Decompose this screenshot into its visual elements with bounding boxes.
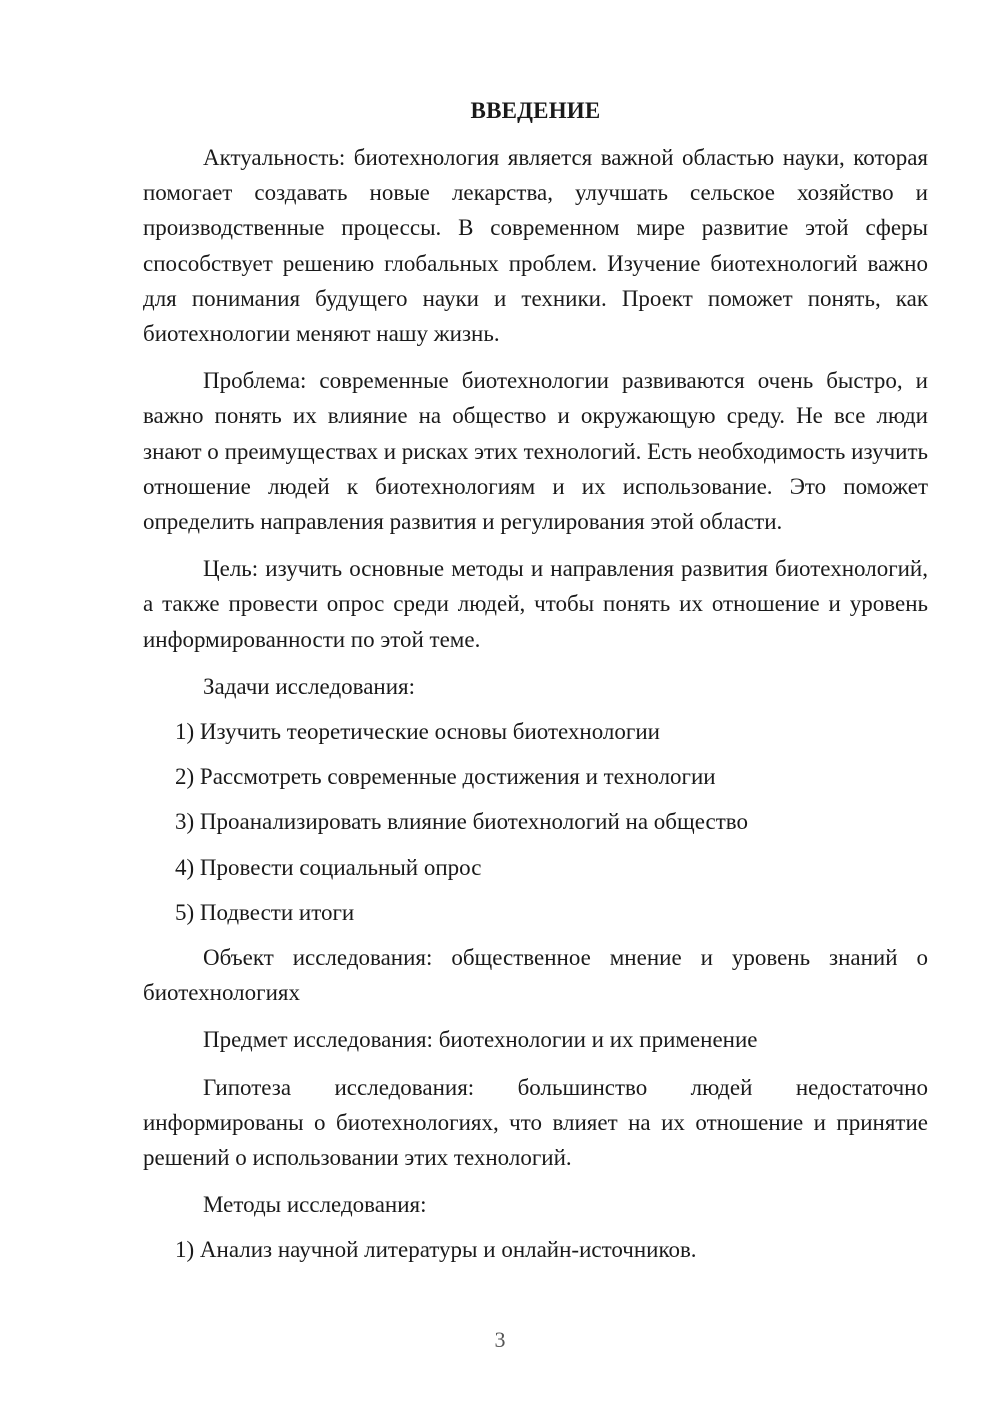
tasks-list [143, 714, 928, 930]
paragraph-relevance: Актуальность: биотехнология является важной областью науки, которая помогает создавать новые лекарства, улучшать сельское хозяйство и производственные процессы. В современном мире развитие этой сферы способствует решению глобальных проблем. Изучение биотехнологий важно для понимания будущего науки и техники. Проект поможет понять, как биотехнологии меняют нашу жизнь. [143, 145, 928, 347]
task-item-1: 1) Изучить теоретические основы биотехнологии [175, 719, 660, 745]
section-heading: ВВЕДЕНИЕ [470, 98, 601, 123]
task-item-5: 5) Подвести итоги [175, 899, 355, 925]
paragraph-subject: Предмет исследования: биотехнологии и их применение [203, 1027, 758, 1053]
method-item-1: 1) Анализ научной литературы и онлайн-источников. [175, 1237, 697, 1263]
page-number: 3 [494, 1327, 506, 1352]
task-item-3: 3) Проанализировать влияние биотехнологий на общество [175, 809, 748, 835]
methods-list [143, 1232, 928, 1267]
task-item-2: 2) Рассмотреть современные достижения и технологии [175, 764, 716, 790]
paragraph-hypothesis: Гипотеза исследования: большинство людей недостаточно информированы о биотехнологиях, что влияет на их отношение и принятие решений о использовании этих технологий. [143, 1074, 928, 1171]
paragraph-goal: Цель: изучить основные методы и направления развития биотехнологий, а также провести опрос среди людей, чтобы понять их отношение и уровень информированности по этой теме. [143, 556, 928, 652]
tasks-label: Задачи исследования: [203, 673, 416, 699]
task-item-4: 4) Провести социальный опрос [175, 854, 482, 880]
methods-label: Методы исследования: [203, 1192, 427, 1218]
document-page [143, 93, 928, 1278]
paragraph-problem: Проблема: современные биотехнологии развиваются очень быстро, и важно понять их влияние на общество и окружающую среду. Не все люди знают о преимуществах и рисках этих технологий. Есть необходимость изучить отношение людей к биотехнологиям и их использование. Это поможет определить направления развития и регулирования этой области. [143, 368, 928, 535]
paragraph-object: Объект исследования: общественное мнение и уровень знаний о биотехнологиях [143, 945, 928, 1006]
